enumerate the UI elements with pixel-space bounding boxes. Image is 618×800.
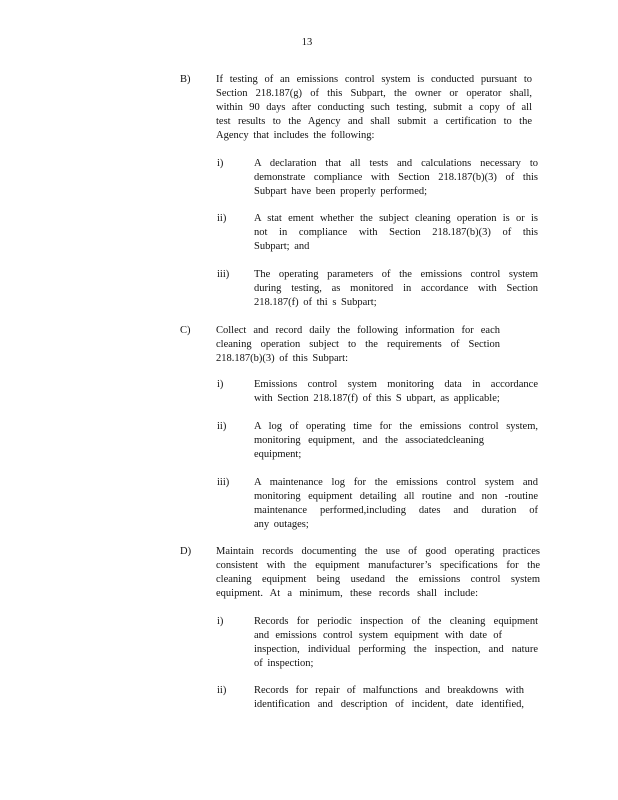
item-c-iii-text — [254, 476, 538, 532]
text-line: Records for periodic inspection of the cleaning equipment — [254, 616, 538, 627]
page-number — [0, 36, 618, 50]
text-line: Subpart; and — [254, 241, 310, 252]
text-line: monitoring equipment detailing all routine and non -routine — [254, 491, 538, 502]
text-line: equipment; — [254, 449, 302, 460]
text-line: of inspection; — [254, 658, 314, 669]
page-number-text: 13 — [301, 37, 313, 48]
text-line: 218.187(f) of thi s Subpart; — [254, 297, 377, 308]
item-label-b-iii: iii) — [217, 269, 230, 280]
section-c-text — [216, 324, 500, 366]
section-b-text — [216, 73, 532, 143]
item-label-d-ii: ii) — [217, 685, 227, 696]
item-label-c-ii: ii) — [217, 421, 227, 432]
item-b-i-text — [254, 157, 538, 199]
text-line: Maintain records documenting the use of good operating practices — [216, 546, 540, 557]
item-b-ii-text — [254, 212, 538, 254]
text-line: The operating parameters of the emissions control system — [254, 269, 538, 280]
text-line: not in compliance with Section 218.187(b)(3) of this — [254, 227, 538, 238]
item-d-ii-text — [254, 684, 524, 712]
text-line: Subpart have been properly performed; — [254, 186, 428, 197]
text-line: cleaning equipment being usedand the emissions control system — [216, 574, 540, 585]
text-line: Section 218.187(g) of this Subpart, the owner or operator shall, — [216, 88, 532, 99]
text-line: A stat ement whether the subject cleaning operation is or is — [254, 213, 538, 224]
text-line: maintenance performed,including dates and duration of — [254, 505, 538, 516]
text-line: A declaration that all tests and calculations necessary to — [254, 158, 538, 169]
text-line: inspection, individual performing the inspection, and nature — [254, 644, 538, 655]
text-line: identification and description of incident, date identified, — [254, 699, 524, 710]
text-line: A log of operating time for the emissions control system, — [254, 421, 538, 432]
item-label-b-i: i) — [217, 158, 224, 169]
text-line: If testing of an emissions control system is conducted pursuant to — [216, 74, 532, 85]
item-label-d-i: i) — [217, 616, 224, 627]
text-line: monitoring equipment, and the associatedcleaning — [254, 435, 484, 446]
text-line: 218.187(b)(3) of this Subpart: — [216, 353, 348, 364]
item-b-iii-text — [254, 268, 538, 310]
item-c-i-text — [254, 378, 538, 406]
item-c-ii-text — [254, 420, 538, 462]
section-label-d: D) — [180, 546, 192, 557]
text-line: with Section 218.187(f) of this S ubpart, as applicable; — [254, 393, 500, 404]
text-line: demonstrate compliance with Section 218.187(b)(3) of this — [254, 172, 538, 183]
section-label-b: B) — [180, 74, 191, 85]
text-line: Collect and record daily the following information for each — [216, 325, 500, 336]
text-line: during testing, as monitored in accordance with Section — [254, 283, 538, 294]
text-line: test results to the Agency and shall submit a certification to the — [216, 116, 532, 127]
section-d-text — [216, 545, 540, 601]
text-line: Emissions control system monitoring data in accordance — [254, 379, 538, 390]
item-label-b-ii: ii) — [217, 213, 227, 224]
text-line: Agency that includes the following: — [216, 130, 375, 141]
text-line: equipment. At a minimum, these records shall include: — [216, 588, 478, 599]
text-line: cleaning operation subject to the requirements of Section — [216, 339, 500, 350]
text-line: and emissions control system equipment with date of — [254, 630, 502, 641]
text-line: within 90 days after conducting such testing, submit a copy of all — [216, 102, 532, 113]
text-line: A maintenance log for the emissions control system and — [254, 477, 538, 488]
item-d-i-text — [254, 615, 538, 671]
text-line: Records for repair of malfunctions and breakdowns with — [254, 685, 524, 696]
text-line: consistent with the equipment manufacturer’s specifications for the — [216, 560, 540, 571]
item-label-c-i: i) — [217, 379, 224, 390]
section-label-c: C) — [180, 325, 191, 336]
text-line: any outages; — [254, 519, 309, 530]
item-label-c-iii: iii) — [217, 477, 230, 488]
